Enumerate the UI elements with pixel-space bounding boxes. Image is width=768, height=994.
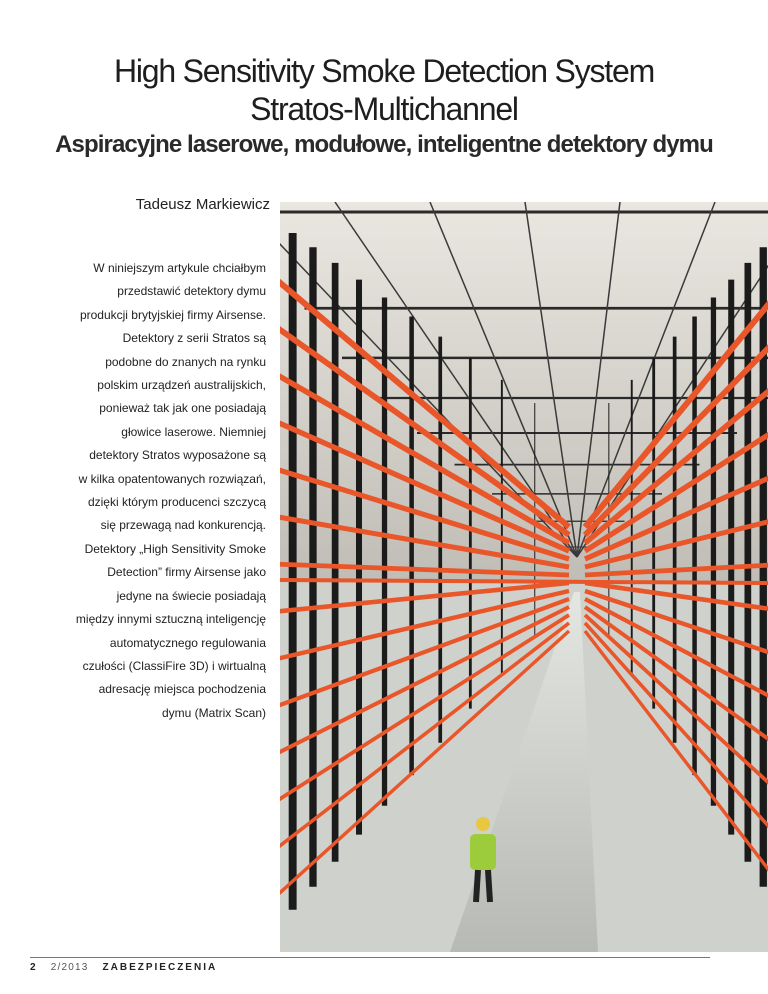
abstract-line: ponieważ tak jak one posiadają (99, 401, 266, 416)
rack-beam (280, 591, 569, 672)
page-number: 2 (30, 962, 37, 973)
abstract-line: automatycznego regulowania (109, 635, 266, 650)
abstract-line: jedyne na świecie posiadają (116, 588, 266, 603)
abstract-line: czułości (ClassiFire 3D) i wirtualną (82, 658, 266, 673)
abstract-line: się przewagą nad konkurencją. (100, 518, 266, 533)
abstract-line: adresację miejsca pochodzenia (98, 682, 266, 697)
page-footer (30, 962, 217, 973)
abstract-line: w kilka opatentowanych rozwiązań, (78, 471, 266, 486)
abstract-line: Detektory z serii Stratos są (122, 331, 266, 346)
abstract-line: Detection” firmy Airsense jako (107, 565, 266, 580)
abstract-line: przedstawić detektory dymu (117, 284, 266, 299)
abstract-line: W niniejszym artykule chciałbym (93, 261, 266, 275)
warehouse-racks-illustration (280, 202, 768, 952)
warehouse-photo (280, 202, 768, 952)
worker-helmet (476, 817, 490, 831)
abstract-line: produkcji brytyjskiej firmy Airsense. (79, 307, 266, 322)
article-abstract (30, 257, 266, 725)
magazine-name: ZABEZPIECZENIA (102, 962, 218, 973)
abstract-line: Detektory „High Sensitivity Smoke (84, 541, 266, 556)
abstract-line: głowice laserowe. Niemniej (121, 424, 266, 439)
worker-vest (470, 834, 496, 870)
title-line-1: High Sensitivity Smoke Detection System (113, 53, 655, 89)
worker-leg (488, 870, 490, 902)
issue-number: 2/2013 (50, 962, 89, 973)
article-subtitle: Aspiracyjne laserowe, modułowe, inteligentne detektory dymu (55, 131, 713, 158)
abstract-line: dymu (Matrix Scan) (161, 705, 266, 720)
footer-divider (30, 957, 710, 958)
author-name: Tadeusz Markiewicz (135, 196, 270, 213)
rack-beam (585, 599, 768, 727)
title-line-2: Stratos-Multichannel (250, 91, 518, 127)
article-title (0, 52, 768, 128)
abstract-line: dzięki którym producenci szczycą (87, 495, 266, 510)
abstract-line: polskim urządzeń australijskich, (97, 378, 266, 393)
rack-beam (585, 631, 768, 947)
abstract-line: między innymi sztuczną inteligencję (75, 612, 266, 627)
abstract-line: detektory Stratos wyposażone są (89, 448, 266, 463)
worker-leg (476, 870, 478, 902)
abstract-line: podobne do znanych na rynku (105, 354, 266, 369)
